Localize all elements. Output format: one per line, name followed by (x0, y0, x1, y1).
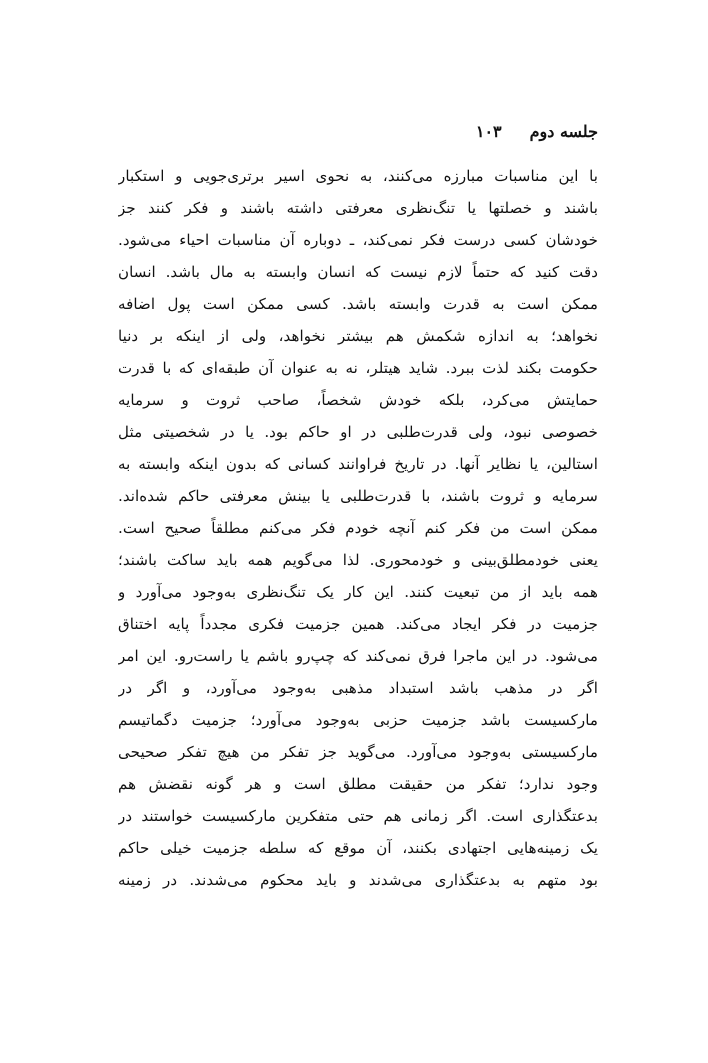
text-line: خصوصی نبود، ولی قدرت‌طلبی در او حاکم بود. یا در شخصیتی مثل (118, 423, 598, 441)
text-line: یعنی خودمطلق‌بینی و خودمحوری. لذا می‌گویم همه باید ساکت باشند؛ (118, 551, 598, 569)
text-line: با این مناسبات مبارزه می‌کنند، به نحوی اسیر برتری‌جویی و استکبار (118, 167, 598, 185)
text-line: جزمیت در فکر ایجاد می‌کند. همین جزمیت فکری مجدداً پایه اختناق (118, 615, 598, 633)
text-line: همه باید از من تبعیت کنند. این کار یک تنگ‌نظری به‌وجود می‌آورد و (118, 583, 598, 601)
page-number: ۱۰۳ (475, 121, 502, 141)
text-line: حمایتش می‌کرد، بلکه خودش شخصاً، صاحب ثروت و سرمایه (118, 391, 598, 409)
text-line: ممکن است من فکر کنم آنچه خودم فکر می‌کنم مطلقاً صحیح است. (118, 519, 598, 537)
text-line: باشند و خصلتها یا تنگ‌نظری معرفتی داشته باشند و فکر کنند جز (118, 199, 598, 217)
text-line: اگر در مذهب باشد استبداد مذهبی به‌وجود می‌آورد، و اگر در (118, 679, 598, 697)
text-line: یک زمینه‌هایی اجتهادی بکنند، آن موقع که سلطه جزمیت خیلی حاکم (118, 839, 598, 857)
text-line: بدعتگذاری است. اگر زمانی هم حتی متفکرین مارکسیست خواستند در (118, 807, 598, 825)
text-line: دقت کنید که حتماً لازم نیست که انسان وابسته به مال باشد. انسان (118, 263, 598, 281)
chapter-title: جلسه دوم (529, 121, 598, 141)
text-line: بود متهم به بدعتگذاری می‌شدند و باید محکوم می‌شدند. در زمینه (118, 871, 598, 889)
text-line: استالین، یا نظایر آنها. در تاریخ فراوانند کسانی که بدون اینکه وابسته به (118, 455, 598, 473)
text-line: مارکسیستی به‌وجود می‌آورد. می‌گوید جز تفکر من هیچ تفکر صحیحی (118, 743, 598, 761)
text-line: خودشان کسی درست فکر نمی‌کند، ـ دوباره آن مناسبات احیاء می‌شود. (118, 231, 598, 249)
body-paragraph (118, 160, 598, 896)
text-line: می‌شود. در این ماجرا فرق نمی‌کند که چپ‌رو باشم یا راست‌رو. این امر (118, 647, 598, 665)
text-line: وجود ندارد؛ تفکر من حقیقت مطلق است و هر گونه نقضش هم (118, 775, 598, 793)
text-line: ممکن است به قدرت وابسته باشد. کسی ممکن است پول اضافه (118, 295, 598, 313)
text-line: سرمایه و ثروت باشند، با قدرت‌طلبی یا بینش معرفتی حاکم شده‌اند. (118, 487, 598, 505)
text-line: نخواهد؛ به اندازه شکمش هم بیشتر نخواهد، ولی از اینکه بر دنیا (118, 327, 598, 345)
running-head (118, 118, 598, 144)
text-line: حکومت بکند لذت ببرد. شاید هیتلر، نه به عنوان آن طبقه‌ای که با قدرت (118, 359, 598, 377)
text-line: مارکسیست باشد جزمیت حزبی به‌وجود می‌آورد؛ جزمیت دگماتیسم (118, 711, 598, 729)
